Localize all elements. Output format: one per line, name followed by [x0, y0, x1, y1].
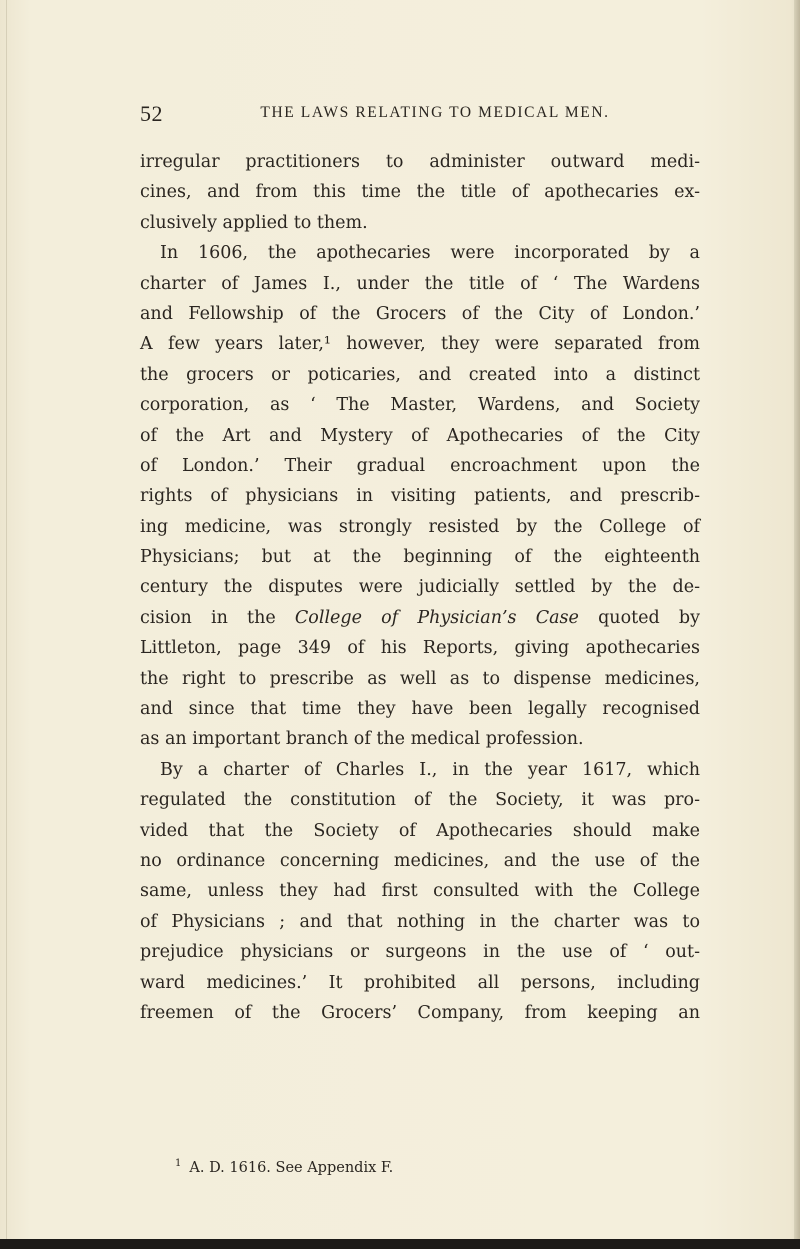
running-head-title: THE LAWS RELATING TO MEDICAL MEN.: [260, 104, 610, 121]
text-line: of London.’ Their gradual encroachment upon the: [140, 455, 700, 476]
text-line: the right to prescribe as well as to dispense medicines,: [140, 668, 700, 689]
text-line: ward medicines.’ It prohibited all persons, including: [140, 972, 700, 993]
text-line: vided that the Society of Apothecaries should make: [140, 820, 700, 841]
text-line: In 1606, the apothecaries were incorporated by a: [160, 243, 700, 264]
text-line: cines, and from this time the title of apothecaries ex-: [140, 182, 700, 203]
page-number: 52: [140, 101, 163, 126]
text-line: irregular practitioners to administer outward medi-: [140, 152, 700, 172]
text-line: ing medicine, was strongly resisted by the College of: [140, 516, 700, 537]
footnote-marker: 1: [175, 1158, 182, 1169]
text-line: regulated the constitution of the Society, it was pro-: [140, 790, 700, 811]
footnote-text: A. D. 1616. See Appendix F.: [189, 1160, 394, 1176]
text-line: the grocers or poticaries, and created into a distinct: [140, 364, 700, 385]
text-line: Physicians; but at the beginning of the eighteenth: [140, 547, 700, 568]
text-line: of the Art and Mystery of Apothecaries of the City: [140, 425, 700, 446]
text-line: clusively applied to them.: [140, 212, 368, 233]
text-line: charter of James I., under the title of ‘ The Wardens: [140, 273, 700, 294]
text-line: A few years later,¹ however, they were separated from: [140, 334, 700, 355]
text-line: freemen of the Grocers’ Company, from keeping an: [140, 1002, 700, 1023]
text-line: corporation, as ‘ The Master, Wardens, and Society: [140, 395, 700, 416]
text-line: By a charter of Charles I., in the year 1617, which: [160, 759, 700, 780]
body-text: [140, 147, 700, 1028]
text-line: cision in the College of Physician’s Case quoted by: [140, 607, 700, 628]
text-line: century the disputes were judicially settled by the de-: [140, 577, 700, 598]
text-line: no ordinance concerning medicines, and the use of the: [140, 850, 700, 871]
scan-bottom-border: [0, 1239, 800, 1249]
text-line: as an important branch of the medical profession.: [140, 729, 584, 750]
text-line: same, unless they had first consulted with the College: [140, 881, 700, 902]
text-line: Littleton, page 349 of his Reports, giving apothecaries: [140, 638, 700, 659]
text-line: rights of physicians in visiting patients, and prescrib-: [140, 486, 700, 507]
text-line: and since that time they have been legally recognised: [140, 699, 700, 720]
text-line: of Physicians ; and that nothing in the charter was to: [140, 911, 700, 932]
page-edge-shadow: [794, 0, 800, 1249]
page-fold-line: [6, 0, 7, 1249]
text-line: and Fellowship of the Grocers of the City of London.’: [140, 303, 700, 324]
running-head: [140, 101, 700, 125]
text-line: prejudice physicians or surgeons in the use of ‘ out-: [140, 942, 700, 963]
footnote: [175, 1160, 393, 1176]
